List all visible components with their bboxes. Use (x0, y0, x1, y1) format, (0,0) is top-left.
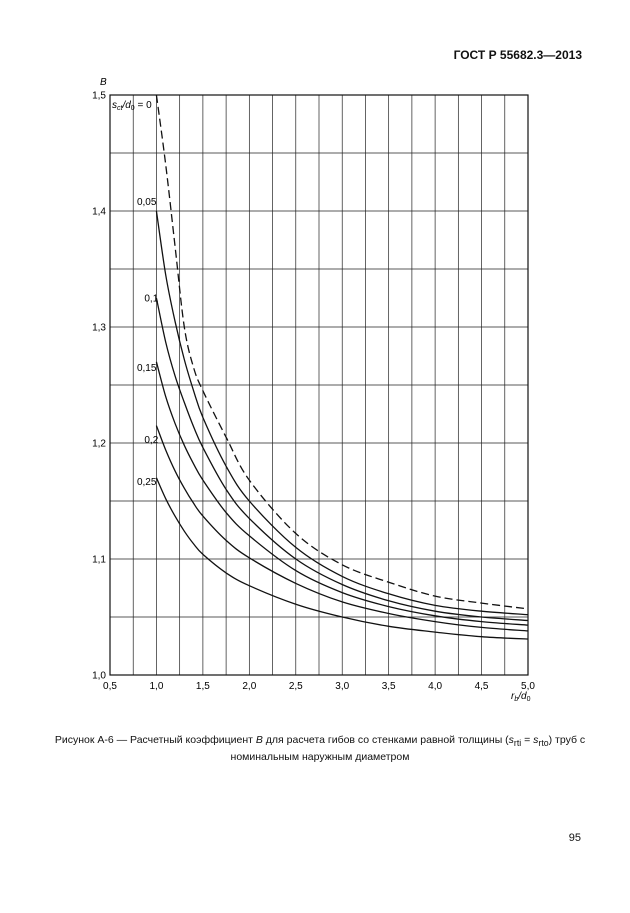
x-tick-label: 4,0 (428, 681, 443, 692)
y-tick-label: 1,0 (92, 670, 106, 682)
curve-label: 0,05 (136, 197, 157, 209)
y-tick-label: 1,4 (92, 206, 106, 218)
parameter-label: $s_{ct}/d_0 = 0$ (112, 100, 152, 112)
page-number: 95 (568, 832, 581, 844)
chart-curve-labels (137, 197, 159, 488)
curve-label: 0,15 (136, 363, 157, 375)
x-tick-label: 4,5 (474, 681, 489, 692)
x-axis-label: $r_b/d_0$ (511, 691, 531, 703)
y-tick-label: 1,5 (92, 90, 106, 102)
y-axis-label: B (100, 77, 107, 88)
y-tick-label: 1,2 (92, 438, 106, 450)
figure-caption: Рисунок А-6 — Расчетный коэффициент B для расчета гибов со стенками равной толщины $(s_{rti} = s_{rto})$ труб с номинальным наружным диаметром (54, 734, 586, 763)
standard-number: ГОСТ Р 55682.3—2013 (453, 48, 582, 62)
x-tick-label: 2,0 (242, 681, 257, 692)
x-tick-label: 5,0 (521, 681, 535, 692)
chart-grid (110, 95, 528, 675)
y-tick-label: 1,3 (92, 322, 106, 334)
curve-label: 0,25 (136, 476, 157, 488)
x-tick-label: 0,5 (103, 681, 117, 692)
x-tick-label: 3,0 (335, 681, 350, 692)
x-tick-label: 3,5 (381, 681, 396, 692)
curve-label: 0,1 (144, 293, 159, 305)
curve-label: 0,2 (144, 435, 159, 446)
y-tick-label: 1,1 (92, 554, 106, 566)
x-tick-label: 2,5 (288, 681, 303, 692)
x-tick-label: 1,0 (149, 681, 164, 692)
x-tick-label: 1,5 (195, 681, 210, 692)
